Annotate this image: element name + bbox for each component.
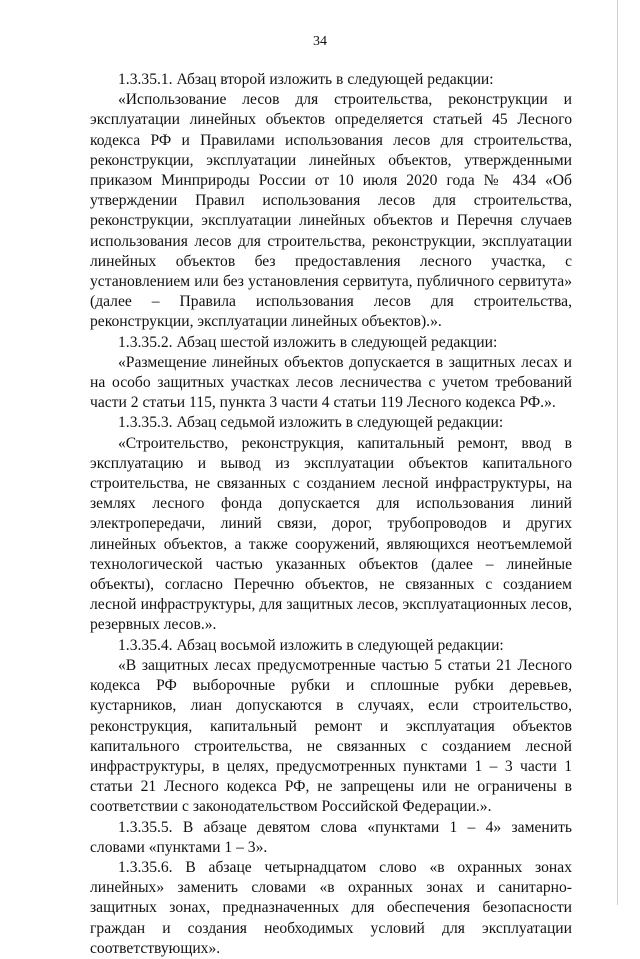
paragraph-4: «Размещение линейных объектов допускается в защитных лесах и на особо защитных участках лесов лесничества с учетом требований части 2 статьи 115, пункта 3 части 4 статьи 119 Лесного кодекса РФ.».	[90, 353, 572, 412]
page-number: 34	[313, 34, 327, 49]
paragraph-5: 1.3.35.3. Абзац седьмой изложить в следующей редакции:	[118, 414, 504, 432]
paragraph-1: 1.3.35.1. Абзац второй изложить в следующей редакции:	[118, 71, 494, 88]
document-body	[90, 70, 572, 959]
scan-edge-line	[617, 0, 618, 905]
paragraph-6: «Строительство, реконструкция, капитальный ремонт, ввод в эксплуатацию и вывод из эксплуатации объектов капитального строительства, не связанных с созданием лесной инфраструктуры, на землях лесного фонда допускается для использования линий электропередачи, линий связи, дорог, трубопроводов и других линейных объектов, а также сооружений, являющихся неотъемлемой технологической частью указанных объектов (далее – линейные объекты), согласно Перечню объектов, не связанных с созданием лесной инфраструктуры, для защитных лесов, эксплуатационных лесов, резервных лесов.».	[90, 434, 572, 634]
paragraph-3: 1.3.35.2. Абзац шестой изложить в следующей редакции:	[118, 333, 498, 351]
paragraph-8: «В защитных лесах предусмотренные частью 5 статьи 21 Лесного кодекса РФ выборочные рубки и сплошные рубки деревьев, кустарников, лиан допускаются в случаях, если строительство, реконструкция, капитальный ремонт и эксплуатация объектов капитального строительства, не связанных с созданием лесной инфраструктуры, в целях, предусмотренных пунктами 1 – 3 части 1 статьи 21 Лесного кодекса РФ, не запрещены или не ограничены в соответствии с законодательством Российской Федерации.».	[90, 656, 572, 816]
paragraph-10: 1.3.35.6. В абзаце четырнадцатом слово «в охранных зонах линейных» заменить словами «в охранных зонах и санитарно-защитных зонах, предназначенных для обеспечения безопасности граждан и создания необходимых условий для эксплуатации соответствующих».	[90, 858, 572, 957]
paragraph-7: 1.3.35.4. Абзац восьмой изложить в следующей редакции:	[118, 636, 504, 654]
paragraph-2: «Использование лесов для строительства, реконструкции и эксплуатации линейных объектов определяется статьей 45 Лесного кодекса РФ и Правилами использования лесов для строительства, реконструкции, эксплуатации линейных объектов, утвержденными приказом Минприроды России от 10 июля 2020 года № 434 «Об утверждении Правил использования лесов для строительства, реконструкции, эксплуатации линейных объектов и Перечня случаев использования лесов для строительства, реконструкции, эксплуатации линейных объектов без предоставления лесного участка, с установлением или без установления сервитута, публичного сервитута» (далее – Правила использования лесов для строительства, реконструкции, эксплуатации линейных объектов).».	[90, 91, 572, 331]
paragraph-9: 1.3.35.5. В абзаце девятом слова «пунктами 1 – 4» заменить словами «пунктами 1 – 3».	[90, 818, 572, 856]
